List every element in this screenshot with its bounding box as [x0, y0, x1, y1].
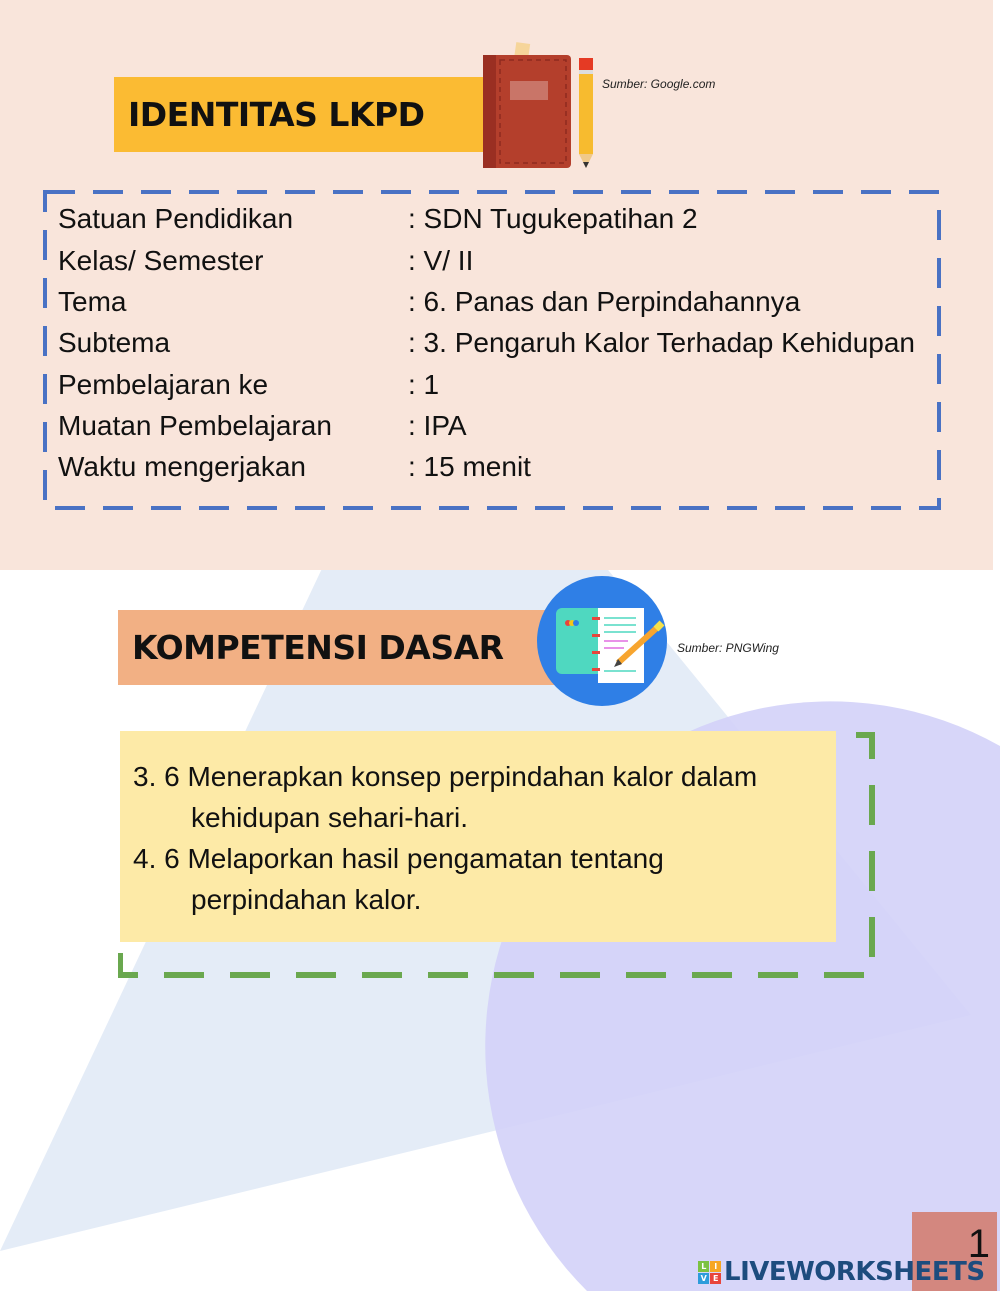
row-value: : IPA [408, 410, 467, 441]
row-label: Waktu mengerjakan [58, 451, 306, 482]
identitas-row [58, 409, 467, 443]
kd-item-line: perpindahan kalor. [191, 884, 422, 915]
logo-letter: V [698, 1273, 709, 1284]
logo-letter: E [710, 1273, 721, 1284]
row-label: Muatan Pembelajaran [58, 410, 332, 441]
row-value: : 1 [408, 369, 440, 400]
row-value: : 6. Panas dan Perpindahannya [408, 286, 801, 317]
page-number: 1 [967, 1222, 990, 1266]
row-label: Satuan Pendidikan [58, 203, 294, 234]
row-value: : 3. Pengaruh Kalor Terhadap Kehidupan [408, 327, 915, 358]
kd-item-line: 4. 6 Melaporkan hasil pengamatan tentang [133, 843, 664, 874]
identitas-row [58, 368, 440, 402]
row-value: : V/ II [408, 245, 474, 276]
logo-letter: L [698, 1261, 709, 1272]
kompetensi-title: KOMPETENSI DASAR [118, 610, 558, 685]
row-value: : SDN Tugukepatihan 2 [408, 203, 698, 234]
logo-letter: I [710, 1261, 721, 1272]
kd-item-line: kehidupan sehari-hari. [191, 802, 469, 833]
kd-item-line: 3. 6 Menerapkan konsep perpindahan kalor dalam [133, 761, 758, 792]
identitas-row [58, 326, 915, 360]
identitas-row [58, 450, 531, 484]
liveworksheets-logo[interactable] [698, 1256, 985, 1288]
identitas-row [58, 244, 474, 278]
liveworksheets-brand: LIVEWORKSHEETS [724, 1257, 985, 1287]
identitas-title: IDENTITAS LKPD [114, 77, 490, 152]
row-value: : 15 menit [408, 451, 531, 482]
row-label: Kelas/ Semester [58, 245, 264, 276]
kompetensi-list [120, 731, 836, 942]
row-label: Subtema [58, 327, 171, 358]
identitas-image-source: Sumber: Google.com [602, 77, 716, 91]
identitas-row [58, 202, 698, 236]
notebook-pencil-icon [478, 40, 598, 170]
row-label: Tema [58, 286, 127, 317]
notepad-pencil-icon [536, 575, 668, 707]
row-label: Pembelajaran ke [58, 369, 269, 400]
liveworksheets-logo-icon [698, 1261, 721, 1284]
identitas-row [58, 285, 801, 319]
kompetensi-image-source: Sumber: PNGWing [677, 641, 779, 655]
